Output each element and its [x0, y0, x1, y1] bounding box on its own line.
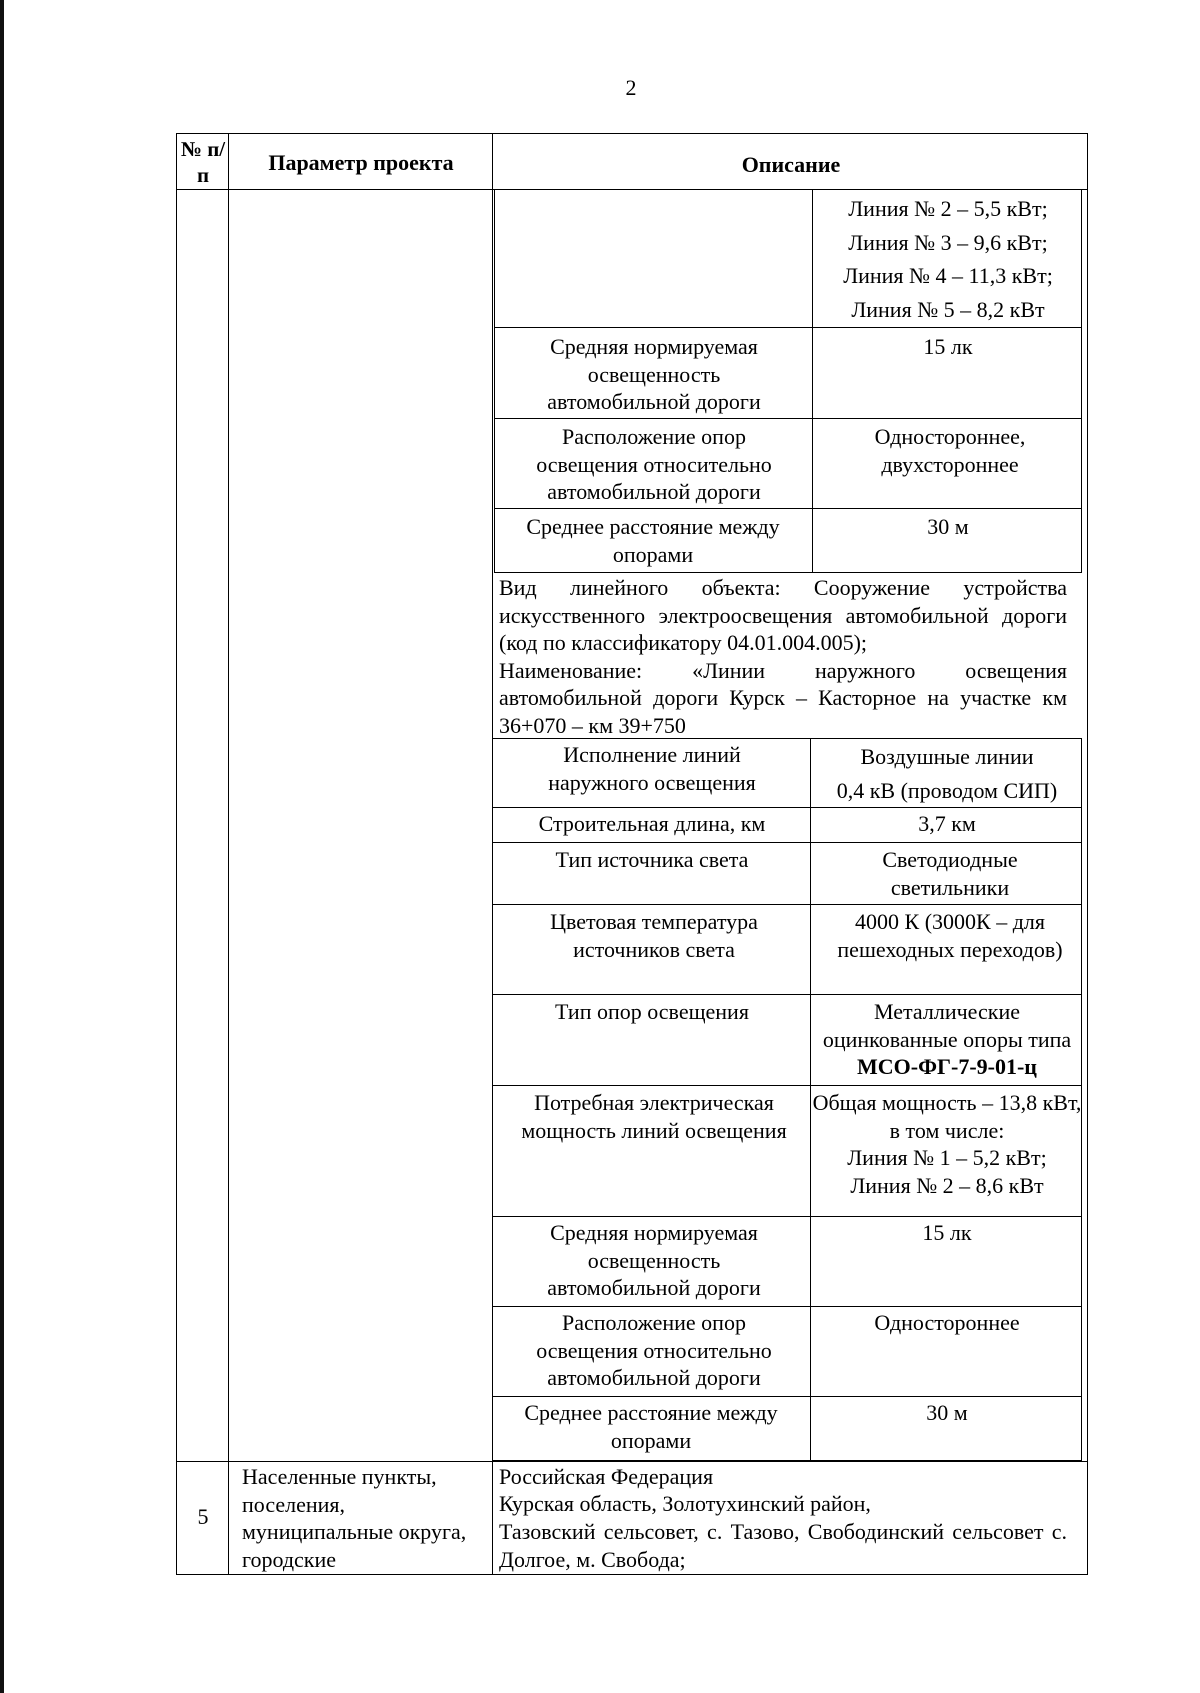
row-parameter: Населенные пункты, поселения, муниципальные округа, городские	[242, 1464, 467, 1572]
table-cell-value: Воздушные линии 0,4 кВ (проводом СИП)	[836, 744, 1058, 803]
header-param: Параметр проекта	[268, 150, 454, 175]
linear-object-description: Вид линейного объекта: Сооружение устройства искусственного электроосвещения автомобильной дороги (код по классификатору 04.01.004.005); Наименование: «Линии наружного освещения автомобильной дороги Курск – Касторное на участке км 36+070 – км 39+750	[499, 575, 1067, 738]
inner-table-1-row-line	[494, 418, 1082, 419]
inner-table-2-col-divider	[810, 738, 811, 1461]
header-num: № п/п	[180, 137, 226, 187]
table-cell-label: Исполнение линий наружного освещения	[548, 742, 756, 795]
table-cell-value: 30 м	[926, 1400, 968, 1425]
inner-table-2-row-line	[492, 994, 1082, 995]
table-cell-label: Среднее расстояние между опорами	[524, 1400, 778, 1453]
inner-table-1-row-line	[494, 327, 1082, 328]
table-cell-value: 15 лк	[923, 334, 973, 359]
row-description-line: Российская Федерация	[499, 1464, 714, 1489]
table-cell-label: Строительная длина, км	[538, 811, 766, 836]
pole-type-prefix: Металлические оцинкованные опоры типа	[822, 999, 1072, 1052]
scan-edge	[0, 0, 4, 1693]
inner-table-2-row-line	[492, 1396, 1082, 1397]
table-cell-label: Цветовая температура источников света	[550, 909, 758, 962]
table-cell-value: Одностороннее, двухстороннее	[874, 424, 1026, 477]
row-description-line: Курская область, Золотухинский район,	[499, 1491, 871, 1516]
row-description-line: Тазовский сельсовет, с. Тазово, Свободинский сельсовет с. Долгое, м. Свобода;	[499, 1519, 1067, 1572]
inner-table-2-row-line	[492, 1216, 1082, 1217]
table-cell-value: Одностороннее	[874, 1310, 1020, 1335]
inner-table-1-row-line	[494, 508, 1082, 509]
table-cell-label: Средняя нормируемая освещенность автомобильной дороги	[547, 1220, 761, 1300]
inner-table-1-col-divider	[812, 189, 813, 573]
page-number: 2	[625, 75, 637, 100]
inner-table-2-row-line	[492, 1306, 1082, 1307]
table-cell-label: Средняя нормируемая освещенность автомобильной дороги	[547, 334, 761, 414]
table-cell-value: 30 м	[927, 514, 969, 539]
row-number: 5	[197, 1504, 209, 1529]
table-cell-value: Общая мощность – 13,8 кВт, в том числе: Линия № 1 – 5,2 кВт; Линия № 2 – 8,6 кВт	[812, 1090, 1082, 1198]
table-cell-value: Светодиодные светильники	[882, 847, 1018, 900]
table-cell-label: Потребная электрическая мощность линий освещения	[521, 1090, 787, 1143]
table-cell-label: Расположение опор освещения относительно автомобильной дороги	[536, 424, 772, 504]
table-cell-value: 15 лк	[922, 1220, 972, 1245]
inner-table-2-row-line	[492, 842, 1082, 843]
row5-divider	[176, 1461, 1088, 1462]
table-cell-label: Тип опор освещения	[555, 999, 749, 1024]
table-cell-label: Среднее расстояние между опорами	[526, 514, 780, 567]
table-cell-value: Линия № 2 – 5,5 кВт; Линия № 3 – 9,6 кВт; Линия № 4 – 11,3 кВт; Линия № 5 – 8,2 кВт	[843, 196, 1053, 322]
table-cell-value	[812, 998, 1082, 1081]
inner-table-2-row-line	[492, 904, 1082, 905]
header-description: Описание	[741, 152, 841, 177]
pole-type-model: МСО-ФГ-7-9-01-ц	[857, 1054, 1037, 1079]
inner-table-2-row-line	[492, 807, 1082, 808]
table-cell-value: 3,7 км	[918, 811, 976, 836]
table-cell-value: 4000 К (3000К – для пешеходных переходов)	[837, 909, 1063, 962]
col-divider-num	[228, 133, 229, 1575]
inner-table-2-row-line	[492, 1085, 1082, 1086]
table-cell-label: Тип источника света	[555, 847, 749, 872]
table-cell-label: Расположение опор освещения относительно автомобильной дороги	[536, 1310, 772, 1390]
